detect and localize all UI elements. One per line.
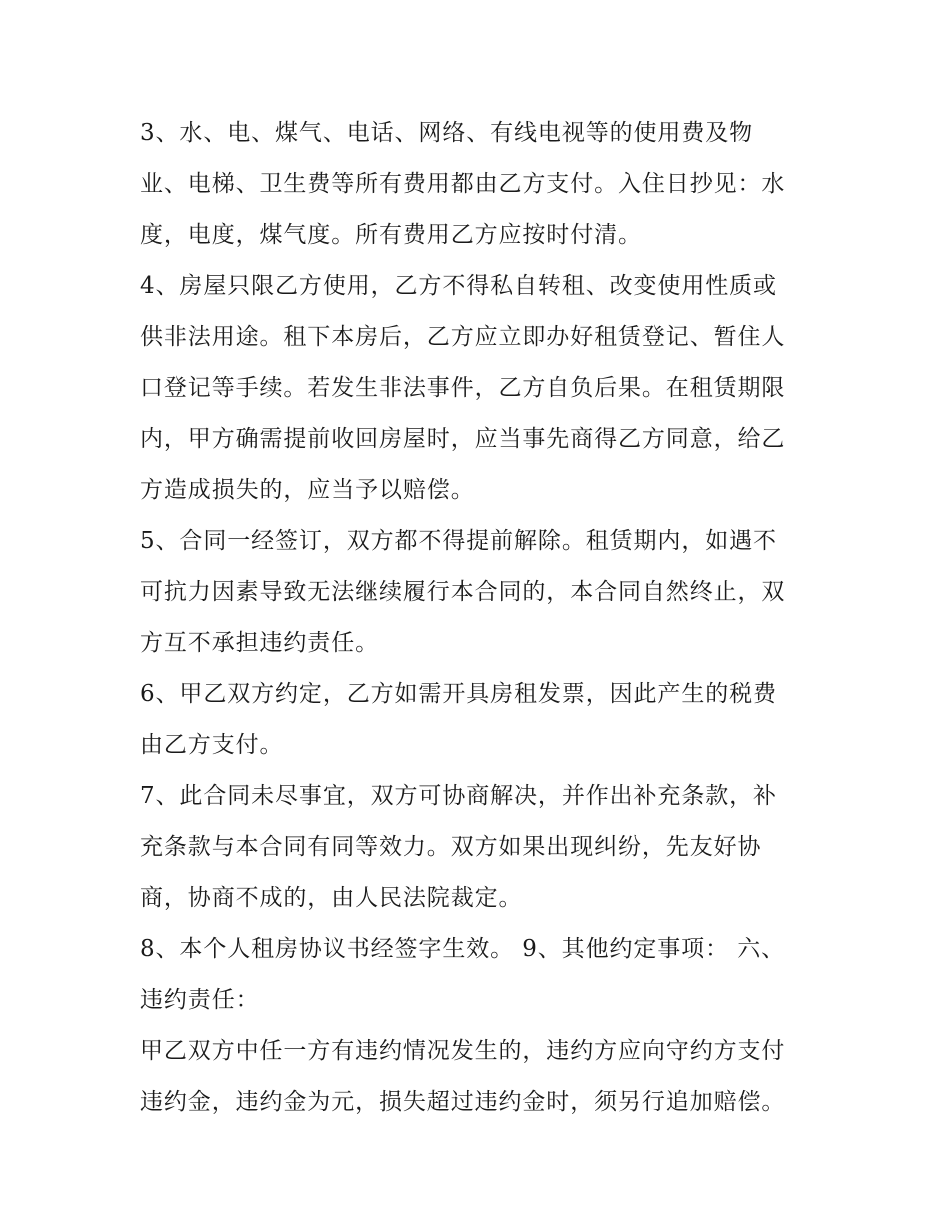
text-line: 方互不承担违约责任。 <box>140 630 379 656</box>
text-line: 5、合同一经签订，双方都不得提前解除。租赁期内，如遇不 <box>140 528 777 554</box>
contract-body-text <box>140 108 820 1128</box>
text-line: 甲乙双方中任一方有违约情况发生的，违约方应向守约方支付 <box>140 1038 786 1064</box>
text-line: 可抗力因素导致无法继续履行本合同的，本合同自然终止，双 <box>140 579 786 605</box>
text-line: 方造成损失的，应当予以赔偿。 <box>140 477 475 503</box>
text-line: 供非法用途。租下本房后，乙方应立即办好租赁登记、暂住人 <box>140 324 786 350</box>
text-line: 6、甲乙双方约定，乙方如需开具房租发票，因此产生的税费 <box>140 681 777 707</box>
text-line: 违约责任： <box>140 987 260 1013</box>
text-line: 口登记等手续。若发生非法事件，乙方自负后果。在租赁期限 <box>140 375 786 401</box>
text-line: 7、此合同未尽事宜，双方可协商解决，并作出补充条款，补 <box>140 783 777 809</box>
text-line: 4、房屋只限乙方使用，乙方不得私自转租、改变使用性质或 <box>140 273 777 299</box>
text-line: 商，协商不成的，由人民法院裁定。 <box>140 885 523 911</box>
text-line: 违约金，违约金为元，损失超过违约金时，须另行追加赔偿。 <box>140 1089 786 1115</box>
text-line: 度，电度，煤气度。所有费用乙方应按时付清。 <box>140 222 642 248</box>
text-line: 业、电梯、卫生费等所有费用都由乙方支付。入住日抄见：水 <box>140 171 786 197</box>
text-line: 由乙方支付。 <box>140 732 284 758</box>
text-line: 8、本个人租房协议书经签字生效。 9、其他约定事项： 六、 <box>140 936 785 962</box>
text-line: 3、水、电、煤气、电话、网络、有线电视等的使用费及物 <box>140 120 754 146</box>
text-line: 内，甲方确需提前收回房屋时，应当事先商得乙方同意，给乙 <box>140 426 786 452</box>
text-line: 充条款与本合同有同等效力。双方如果出现纠纷，先友好协 <box>140 834 762 860</box>
